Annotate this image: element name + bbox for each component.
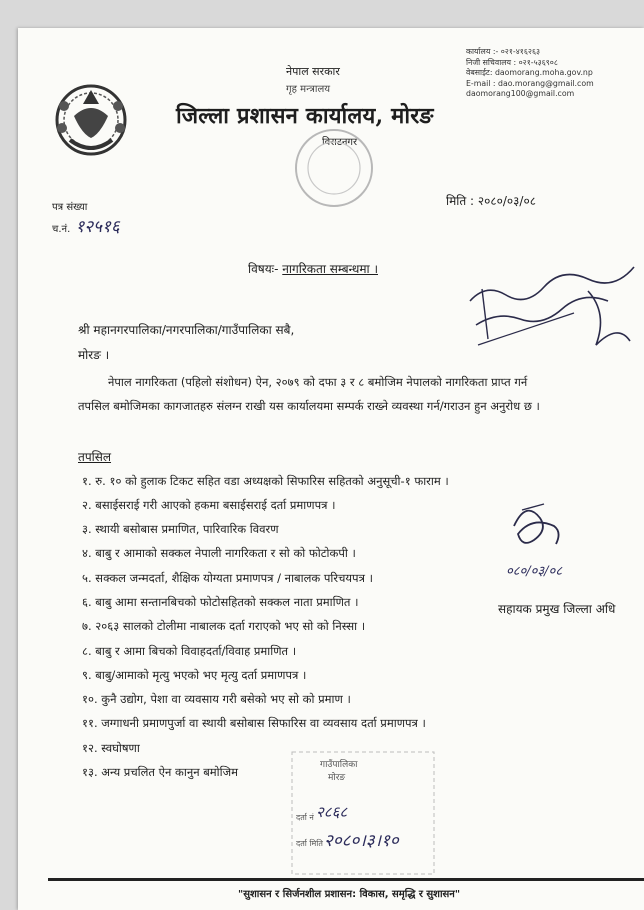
list-item: ५. सक्कल जन्मदर्ता, शैक्षिक योग्यता प्रमाणपत्र / नाबालक परिचयपत्र ।	[82, 571, 373, 585]
letter-page	[18, 28, 644, 910]
list-item: ८. बाबु र आमा बिचको विवाहदर्ता/विवाह प्रमाणित ।	[82, 644, 297, 658]
subject-line	[248, 260, 378, 277]
dispatch-label: च.नं.	[52, 224, 71, 235]
footer-slogan: "सुशासन र सिर्जनशील प्रशासन: विकास, समृद्धि र सुशासन"	[238, 889, 461, 900]
list-item: १०. कुनै उद्योग, पेशा वा व्यवसाय गरी बसेको भए सो को प्रमाण ।	[82, 692, 351, 706]
list-item: २. बसाईसराई गरी आएको हकमा बसाईसराई दर्ता प्रमाणपत्र ।	[82, 498, 336, 512]
body-paragraph: नेपाल नागरिकता (पहिलो संशोधन) ऐन, २०७९ को दफा ३ र ८ बमोजिम नेपालको नागरिकता प्राप्त गर्न तपसिल बमोजिमका कागजातहरु संलग्न राखी यस कार्यालयमा सम्पर्क राख्ने व्यवस्था गर्न/गराउन हुन अनुरोध छ ।	[78, 375, 540, 413]
office-title: जिल्ला प्रशासन कार्यालय, मोरङ	[176, 103, 434, 129]
stamp-darta-number: २८६८	[316, 803, 348, 821]
contact-email-alt: daomorang100@gmail.com	[466, 89, 575, 98]
list-item: ६. बाबु आमा सन्तानबिचको फोटोसहितको सक्कल नाता प्रमाणित ।	[82, 595, 359, 609]
contact-website: वेबसाईट: daomorang.moha.gov.np	[466, 68, 593, 77]
stamp-date: २०८०।३।१०	[324, 831, 399, 851]
handwritten-annotation	[458, 253, 644, 363]
government-name: नेपाल सरकार	[286, 65, 340, 78]
stamp-municipality: मोरङ	[328, 773, 346, 783]
office-seal-stamp	[290, 124, 378, 212]
stamp-office: गाउँपालिका	[320, 760, 358, 770]
nepal-government-emblem	[52, 76, 130, 164]
subject-label: विषयः-	[248, 262, 279, 276]
list-heading: तपसिल	[78, 450, 112, 464]
list-item: ११. जग्गाधनी प्रमाणपुर्जा वा स्थायी बसोबास सिफारिस वा व्यवसाय दर्ता प्रमाणपत्र ।	[82, 716, 426, 730]
ministry-name: गृह मन्त्रालय	[286, 84, 331, 95]
signature-date: ०८०/०३/०८	[506, 564, 563, 579]
list-item: १२. स्वघोषणा	[82, 741, 140, 755]
list-item: ३. स्थायी बसोबास प्रमाणित, पारिवारिक विवरण	[82, 522, 279, 536]
contact-phone-secretariat: निजी सचिवालय : ०२१-५३६९०८	[466, 57, 558, 67]
contact-block	[466, 47, 594, 100]
officer-signature	[504, 496, 574, 556]
recipient-address: श्री महानगरपालिका/नगरपालिका/गाउँपालिका सबै,	[78, 323, 295, 337]
date-value: २०८०/०३/०८	[477, 194, 536, 208]
stamp-date-label: दर्ता मिति	[296, 839, 323, 848]
dispatch-number-row	[52, 214, 120, 237]
recipient-district: मोरङ ।	[78, 348, 110, 362]
signatory-title: सहायक प्रमुख जिल्ला अधि	[498, 602, 616, 616]
letter-date	[446, 192, 536, 209]
stamp-darta-label: दर्ता नं	[296, 813, 314, 822]
footer-divider	[48, 878, 644, 881]
list-item: ९. बाबु/आमाको मृत्यु भएको भए मृत्यु दर्ता प्रमाणपत्र ।	[82, 668, 307, 682]
subject-text: नागरिकता सम्बन्धमा ।	[282, 262, 378, 276]
dispatch-number: १२५१६	[75, 217, 120, 237]
list-item: ४. बाबु र आमाको सक्कल नेपाली नागरिकता र सो को फोटोकपी ।	[82, 546, 356, 560]
list-item: १३. अन्य प्रचलित ऐन कानुन बमोजिम	[82, 765, 239, 779]
list-item: ७. २०६३ सालको टोलीमा नाबालक दर्ता गराएको भए सो को निस्सा ।	[82, 619, 366, 633]
contact-phone-office: कार्यालय :- ०२१-४१६२६३	[466, 47, 541, 56]
office-city: विराटनगर	[322, 137, 358, 148]
date-label: मिति :	[446, 194, 475, 208]
contact-email: E-mail : dao.morang@gmail.com	[466, 78, 594, 88]
letter-number-label: पत्र संख्या	[52, 202, 88, 213]
list-item: १. रु. १० को हुलाक टिकट सहित वडा अध्यक्षको सिफारिस सहितको अनुसूची-१ फाराम ।	[82, 474, 449, 488]
